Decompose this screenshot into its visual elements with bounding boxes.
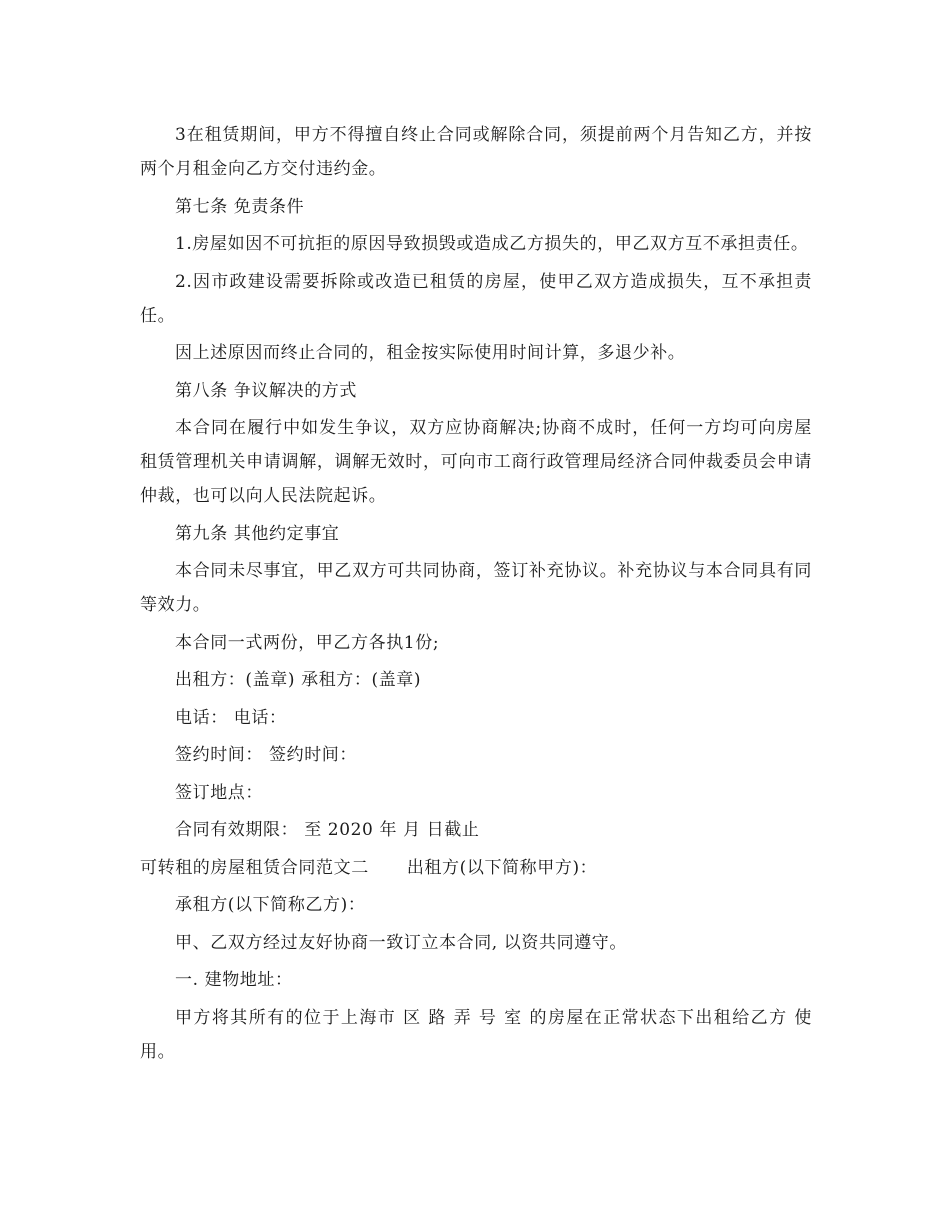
copies-line: 本合同一式两份，甲乙方各执1份; [175, 632, 440, 653]
address-clause: 甲方将其所有的位于上海市 区 路 弄 号 室 的房屋在正常状态下出租给乙方 使用。 [140, 1007, 812, 1062]
document-body [140, 118, 812, 1072]
clause-7-item-1: 1.房屋如因不可抗拒的原因导致损毁或造成乙方损失的，甲乙双方互不承担责任。 [175, 234, 809, 254]
section-title-line [140, 851, 812, 885]
clause-9-text: 本合同未尽事宜，甲乙双方可共同协商，签订补充协议。补充协议与本合同具有同等效力。 [140, 561, 812, 615]
clause-6-item-3: 3在租赁期间，甲方不得擅自终止合同或解除合同，须提前两个月告知乙方，并按两个月租金向乙方交付违约金。 [140, 125, 812, 179]
party-b-label: 承租方(以下简称乙方)： [175, 895, 366, 915]
article-9-heading: 第九条 其他约定事宜 [175, 523, 340, 544]
clause-7-note: 因上述原因而终止合同的，租金按实际使用时间计算，多退少补。 [175, 343, 686, 363]
sign-place-line: 签订地点： [175, 782, 263, 803]
article-8-heading: 第八条 争议解决的方式 [175, 380, 358, 401]
clause-7-item-2: 2.因市政建设需要拆除或改造已租赁的房屋，使甲乙双方造成损失，互不承担责任。 [140, 271, 812, 326]
clause-8-text: 本合同在履行中如发生争议，双方应协商解决;协商不成时，任何一方均可向房屋租赁管理机关申请调解，调解无效时，可向市工商行政管理局经济合同仲裁委员会申请仲裁，也可以向人民法院起诉。 [140, 418, 812, 506]
article-7-heading: 第七条 免责条件 [175, 196, 305, 217]
phone-line: 电话： 电话： [175, 707, 287, 728]
seal-line: 出租方：(盖章) 承租方：(盖章) [175, 670, 422, 690]
sign-date-line: 签约时间： 签约时间： [175, 745, 358, 765]
section-title: 可转租的房屋租赁合同范文二 [140, 857, 369, 878]
validity-line: 合同有效期限： 至 2020 年 月 日截止 [175, 820, 480, 840]
agreement-intro: 甲、乙双方经过友好协商一致订立本合同, 以资共同遵守。 [175, 932, 628, 953]
section-1-heading: 一. 建物地址： [175, 970, 293, 990]
party-a-label: 出租方(以下简称甲方)： [406, 857, 598, 878]
